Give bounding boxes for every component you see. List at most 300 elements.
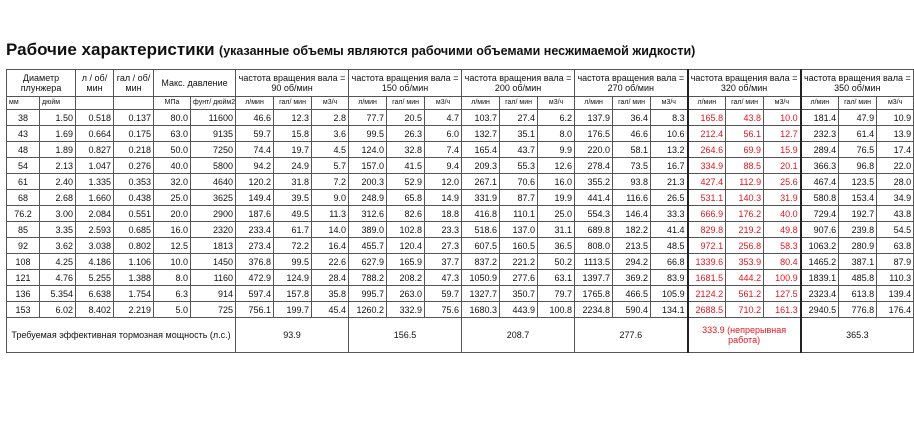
table-cell: 18.8: [425, 206, 462, 222]
table-cell: 61.7: [274, 222, 312, 238]
table-cell: 554.3: [575, 206, 613, 222]
table-cell: 87.7: [500, 190, 538, 206]
table-cell: 1813: [191, 238, 236, 254]
title-subtitle: (указанные объемы являются рабочими объемами несжимаемой жидкости): [219, 44, 696, 58]
table-cell: 10.9: [877, 110, 914, 126]
table-cell: 26.3: [387, 126, 425, 142]
table-cell: 16.7: [651, 158, 688, 174]
table-cell: 4.76: [40, 270, 76, 286]
table-cell: 16.4: [312, 238, 349, 254]
table-cell: 110.3: [877, 270, 914, 286]
table-cell: 10.0: [764, 110, 801, 126]
table-cell: 35.8: [312, 286, 349, 302]
table-cell: 1113.5: [575, 254, 613, 270]
table-cell: 165.4: [462, 142, 500, 158]
table-cell: 36.4: [613, 110, 651, 126]
table-cell: 485.8: [839, 270, 877, 286]
table-row: [7, 190, 914, 206]
table-cell: 2.084: [76, 206, 114, 222]
footer-power-value: 333.9 (непрерывная работа): [688, 318, 801, 353]
table-row: [7, 158, 914, 174]
table-cell: 443.9: [500, 302, 538, 318]
table-cell: 15.8: [274, 126, 312, 142]
table-cell: 25.0: [154, 190, 191, 206]
table-cell: 2234.8: [575, 302, 613, 318]
table-cell: 4.186: [76, 254, 114, 270]
table-cell: 61: [7, 174, 40, 190]
table-cell: 9135: [191, 126, 236, 142]
table-cell: 27.4: [500, 110, 538, 126]
table-cell: 93.8: [613, 174, 651, 190]
table-cell: 10.0: [154, 254, 191, 270]
table-cell: 4.7: [425, 110, 462, 126]
table-cell: 1397.7: [575, 270, 613, 286]
table-cell: 3.00: [40, 206, 76, 222]
table-cell: 48: [7, 142, 40, 158]
table-cell: 68: [7, 190, 40, 206]
table-cell: 248.9: [349, 190, 387, 206]
table-cell: 613.8: [839, 286, 877, 302]
table-cell: 6.0: [425, 126, 462, 142]
table-cell: 12.6: [538, 158, 575, 174]
table-cell: 63.8: [877, 238, 914, 254]
table-cell: 561.2: [726, 286, 764, 302]
table-cell: 239.8: [839, 222, 877, 238]
table-cell: 221.2: [500, 254, 538, 270]
table-cell: 627.9: [349, 254, 387, 270]
footer-row: [7, 318, 914, 353]
table-cell: 6.02: [40, 302, 76, 318]
table-cell: 213.5: [613, 238, 651, 254]
table-cell: 17.4: [877, 142, 914, 158]
table-cell: 41.4: [651, 222, 688, 238]
table-cell: 46.6: [613, 126, 651, 142]
table-cell: 212.4: [688, 126, 726, 142]
table-cell: 103.7: [462, 110, 500, 126]
table-cell: 80.0: [154, 110, 191, 126]
table-cell: 12.0: [425, 174, 462, 190]
footer-power-value: 156.5: [349, 318, 462, 353]
table-cell: 16.0: [538, 174, 575, 190]
table-cell: 72.2: [274, 238, 312, 254]
table-cell: 52.9: [387, 174, 425, 190]
table-cell: 32.0: [154, 174, 191, 190]
table-row: [7, 270, 914, 286]
table-cell: 0.175: [114, 126, 154, 142]
table-cell: 10.6: [651, 126, 688, 142]
table-cell: 2940.5: [801, 302, 839, 318]
table-cell: 2688.5: [688, 302, 726, 318]
table-cell: 263.0: [387, 286, 425, 302]
table-cell: 2.40: [40, 174, 76, 190]
table-cell: 85: [7, 222, 40, 238]
unit-lmin: л/мин: [462, 97, 500, 110]
header-row-main: [7, 70, 914, 97]
table-cell: 1450: [191, 254, 236, 270]
table-row: [7, 222, 914, 238]
table-cell: 5800: [191, 158, 236, 174]
table-cell: 47.3: [425, 270, 462, 286]
table-cell: 4640: [191, 174, 236, 190]
table-cell: 38: [7, 110, 40, 126]
table-cell: 80.4: [764, 254, 801, 270]
table-row: [7, 286, 914, 302]
table-cell: 41.5: [387, 158, 425, 174]
table-cell: 808.0: [575, 238, 613, 254]
table-cell: 139.4: [877, 286, 914, 302]
table-cell: 13.2: [651, 142, 688, 158]
table-cell: 36.5: [538, 238, 575, 254]
table-cell: 16.0: [154, 222, 191, 238]
table-row: [7, 142, 914, 158]
table-cell: 376.8: [236, 254, 274, 270]
unit-gmin: гал/ мин: [839, 97, 877, 110]
performance-table: [6, 69, 914, 353]
table-cell: 1.50: [40, 110, 76, 126]
table-cell: 441.4: [575, 190, 613, 206]
unit-lmin: л/мин: [575, 97, 613, 110]
table-cell: 59.7: [236, 126, 274, 142]
table-cell: 7.4: [425, 142, 462, 158]
table-cell: 94.2: [236, 158, 274, 174]
table-cell: 21.3: [651, 174, 688, 190]
table-cell: 87.9: [877, 254, 914, 270]
table-cell: 8.402: [76, 302, 114, 318]
unit-m3h: м3/ч: [651, 97, 688, 110]
unit-m3h: м3/ч: [425, 97, 462, 110]
table-cell: 444.2: [726, 270, 764, 286]
table-cell: 160.5: [500, 238, 538, 254]
table-cell: 1.388: [114, 270, 154, 286]
header-row-units: [7, 97, 914, 110]
table-cell: 289.4: [801, 142, 839, 158]
table-cell: 120.4: [387, 238, 425, 254]
table-cell: 192.7: [839, 206, 877, 222]
table-cell: 33.3: [651, 206, 688, 222]
table-cell: 2.219: [114, 302, 154, 318]
table-cell: 146.4: [613, 206, 651, 222]
table-cell: 96.8: [839, 158, 877, 174]
table-cell: 8.0: [154, 270, 191, 286]
table-cell: 105.9: [651, 286, 688, 302]
table-cell: 28.0: [877, 174, 914, 190]
table-cell: 199.7: [274, 302, 312, 318]
table-cell: 121: [7, 270, 40, 286]
unit-lmin: л/мин: [688, 97, 726, 110]
table-cell: 69.9: [726, 142, 764, 158]
unit-gmin: гал/ мин: [274, 97, 312, 110]
table-cell: 20.0: [154, 206, 191, 222]
footer-label: Требуемая эффективная тормозная мощность (л.с.): [7, 318, 236, 353]
table-cell: 2900: [191, 206, 236, 222]
table-cell: 22.6: [312, 254, 349, 270]
unit-lmin: л/мин: [349, 97, 387, 110]
header-speed-90: частота вращения вала = 90 об/мин: [236, 70, 349, 97]
table-cell: 88.5: [726, 158, 764, 174]
table-cell: 9.9: [538, 142, 575, 158]
table-cell: 11600: [191, 110, 236, 126]
table-cell: 54.5: [877, 222, 914, 238]
table-cell: 1.047: [76, 158, 114, 174]
table-cell: 387.1: [839, 254, 877, 270]
unit-gmin: гал/ мин: [726, 97, 764, 110]
table-cell: 124.0: [349, 142, 387, 158]
table-cell: 8.3: [651, 110, 688, 126]
table-cell: 2.593: [76, 222, 114, 238]
table-cell: 46.6: [236, 110, 274, 126]
table-cell: 2323.4: [801, 286, 839, 302]
table-cell: 161.3: [764, 302, 801, 318]
table-cell: 24.9: [274, 158, 312, 174]
table-cell: 181.4: [801, 110, 839, 126]
table-cell: 14.9: [425, 190, 462, 206]
table-cell: 43.8: [726, 110, 764, 126]
table-cell: 607.5: [462, 238, 500, 254]
table-cell: 3.6: [312, 126, 349, 142]
header-gpm: гал / об/мин: [114, 70, 154, 97]
table-cell: 1.89: [40, 142, 76, 158]
table-cell: 5.0: [154, 302, 191, 318]
table-cell: 331.9: [462, 190, 500, 206]
table-cell: 49.8: [764, 222, 801, 238]
table-cell: 137.9: [575, 110, 613, 126]
table-cell: 273.4: [236, 238, 274, 254]
table-cell: 34.9: [877, 190, 914, 206]
table-cell: 689.8: [575, 222, 613, 238]
table-cell: 127.5: [764, 286, 801, 302]
table-cell: 389.0: [349, 222, 387, 238]
unit-blank-gpm: [114, 97, 154, 110]
table-cell: 4.5: [312, 142, 349, 158]
unit-m3h: м3/ч: [877, 97, 914, 110]
table-cell: 5.354: [40, 286, 76, 302]
unit-gmin: гал/ мин: [500, 97, 538, 110]
table-cell: 20.5: [387, 110, 425, 126]
table-cell: 47.9: [839, 110, 877, 126]
table-cell: 2.8: [312, 110, 349, 126]
table-cell: 79.7: [538, 286, 575, 302]
unit-m3h: м3/ч: [538, 97, 575, 110]
table-cell: 200.3: [349, 174, 387, 190]
table-cell: 334.9: [688, 158, 726, 174]
table-cell: 1.69: [40, 126, 76, 142]
table-cell: 278.4: [575, 158, 613, 174]
table-cell: 39.5: [274, 190, 312, 206]
table-cell: 99.5: [349, 126, 387, 142]
table-cell: 76.2: [7, 206, 40, 222]
table-cell: 209.3: [462, 158, 500, 174]
table-cell: 76.5: [839, 142, 877, 158]
table-cell: 58.1: [613, 142, 651, 158]
table-cell: 350.7: [500, 286, 538, 302]
table-cell: 120.2: [236, 174, 274, 190]
table-cell: 0.276: [114, 158, 154, 174]
table-cell: 710.2: [726, 302, 764, 318]
table-cell: 1.754: [114, 286, 154, 302]
unit-gmin: гал/ мин: [387, 97, 425, 110]
table-cell: 92: [7, 238, 40, 254]
table-cell: 837.2: [462, 254, 500, 270]
table-cell: 280.9: [839, 238, 877, 254]
table-cell: 355.2: [575, 174, 613, 190]
table-cell: 32.8: [387, 142, 425, 158]
table-cell: 6.3: [154, 286, 191, 302]
table-cell: 123.5: [839, 174, 877, 190]
table-cell: 58.3: [764, 238, 801, 254]
table-cell: 31.9: [764, 190, 801, 206]
header-diameter: Диаметр плунжера: [7, 70, 76, 97]
table-cell: 182.2: [613, 222, 651, 238]
table-cell: 725: [191, 302, 236, 318]
table-cell: 233.4: [236, 222, 274, 238]
table-cell: 63.1: [538, 270, 575, 286]
table-cell: 83.9: [651, 270, 688, 286]
unit-m3h: м3/ч: [764, 97, 801, 110]
table-cell: 40.0: [154, 158, 191, 174]
table-cell: 914: [191, 286, 236, 302]
page-title: [6, 40, 695, 60]
header-lpm: л / об/мин: [76, 70, 114, 97]
table-cell: 15.9: [764, 142, 801, 158]
table-row: [7, 126, 914, 142]
table-cell: 294.2: [613, 254, 651, 270]
table-cell: 332.9: [387, 302, 425, 318]
table-cell: 5.7: [312, 158, 349, 174]
table-cell: 3625: [191, 190, 236, 206]
table-cell: 256.8: [726, 238, 764, 254]
table-cell: 2.13: [40, 158, 76, 174]
table-cell: 2124.2: [688, 286, 726, 302]
table-cell: 232.3: [801, 126, 839, 142]
table-cell: 59.7: [425, 286, 462, 302]
table-cell: 61.4: [839, 126, 877, 142]
table-cell: 55.3: [500, 158, 538, 174]
table-cell: 2320: [191, 222, 236, 238]
unit-gmin: гал/ мин: [613, 97, 651, 110]
table-cell: 220.0: [575, 142, 613, 158]
table-cell: 776.8: [839, 302, 877, 318]
table-cell: 7250: [191, 142, 236, 158]
table-cell: 73.5: [613, 158, 651, 174]
table-cell: 6.638: [76, 286, 114, 302]
table-cell: 31.1: [538, 222, 575, 238]
table-cell: 28.4: [312, 270, 349, 286]
table-cell: 219.2: [726, 222, 764, 238]
table-cell: 531.1: [688, 190, 726, 206]
table-cell: 20.1: [764, 158, 801, 174]
table-cell: 137.0: [500, 222, 538, 238]
table-cell: 1465.2: [801, 254, 839, 270]
table-cell: 729.4: [801, 206, 839, 222]
table-cell: 13.9: [877, 126, 914, 142]
table-cell: 99.5: [274, 254, 312, 270]
table-cell: 0.551: [114, 206, 154, 222]
table-cell: 1681.5: [688, 270, 726, 286]
table-cell: 590.4: [613, 302, 651, 318]
table-cell: 1050.9: [462, 270, 500, 286]
table-cell: 45.4: [312, 302, 349, 318]
table-cell: 49.5: [274, 206, 312, 222]
header-pressure: Макс. давление: [154, 70, 236, 97]
table-cell: 108: [7, 254, 40, 270]
footer-power-value: 277.6: [575, 318, 688, 353]
table-cell: 56.1: [726, 126, 764, 142]
table-cell: 100.8: [538, 302, 575, 318]
table-cell: 4.25: [40, 254, 76, 270]
table-cell: 6.2: [538, 110, 575, 126]
table-cell: 1327.7: [462, 286, 500, 302]
table-row: [7, 238, 914, 254]
unit-blank-lpm: [76, 97, 114, 110]
table-cell: 353.9: [726, 254, 764, 270]
header-speed-150: частота вращения вала = 150 об/мин: [349, 70, 462, 97]
table-cell: 136: [7, 286, 40, 302]
table-cell: 518.6: [462, 222, 500, 238]
table-cell: 100.9: [764, 270, 801, 286]
table-cell: 48.5: [651, 238, 688, 254]
unit-mm: мм: [7, 97, 40, 110]
table-cell: 472.9: [236, 270, 274, 286]
table-cell: 40.0: [764, 206, 801, 222]
table-cell: 31.8: [274, 174, 312, 190]
table-cell: 187.6: [236, 206, 274, 222]
table-cell: 1765.8: [575, 286, 613, 302]
table-cell: 756.1: [236, 302, 274, 318]
title-main: Рабочие характеристики: [6, 40, 215, 59]
table-cell: 972.1: [688, 238, 726, 254]
table-cell: 134.1: [651, 302, 688, 318]
unit-psi: фунт/ дюйм2: [191, 97, 236, 110]
table-cell: 22.0: [877, 158, 914, 174]
table-cell: 0.827: [76, 142, 114, 158]
table-cell: 1260.2: [349, 302, 387, 318]
table-row: [7, 206, 914, 222]
table-cell: 366.3: [801, 158, 839, 174]
table-cell: 5.255: [76, 270, 114, 286]
table-cell: 70.6: [500, 174, 538, 190]
table-cell: 75.6: [425, 302, 462, 318]
table-cell: 0.353: [114, 174, 154, 190]
table-cell: 27.3: [425, 238, 462, 254]
table-cell: 176.5: [575, 126, 613, 142]
table-cell: 0.218: [114, 142, 154, 158]
table-cell: 416.8: [462, 206, 500, 222]
table-cell: 153.4: [839, 190, 877, 206]
table-cell: 176.2: [726, 206, 764, 222]
table-cell: 1160: [191, 270, 236, 286]
table-cell: 788.2: [349, 270, 387, 286]
table-cell: 2.68: [40, 190, 76, 206]
table-cell: 26.5: [651, 190, 688, 206]
table-cell: 597.4: [236, 286, 274, 302]
table-cell: 112.9: [726, 174, 764, 190]
table-cell: 157.8: [274, 286, 312, 302]
table-cell: 43: [7, 126, 40, 142]
table-cell: 277.6: [500, 270, 538, 286]
table-row: [7, 254, 914, 270]
table-cell: 25.6: [764, 174, 801, 190]
table-cell: 995.7: [349, 286, 387, 302]
table-cell: 0.518: [76, 110, 114, 126]
table-cell: 829.8: [688, 222, 726, 238]
table-cell: 157.0: [349, 158, 387, 174]
table-cell: 1.660: [76, 190, 114, 206]
unit-lmin: л/мин: [236, 97, 274, 110]
table-cell: 0.664: [76, 126, 114, 142]
table-cell: 153: [7, 302, 40, 318]
table-cell: 54: [7, 158, 40, 174]
header-speed-200: частота вращения вала = 200 об/мин: [462, 70, 575, 97]
